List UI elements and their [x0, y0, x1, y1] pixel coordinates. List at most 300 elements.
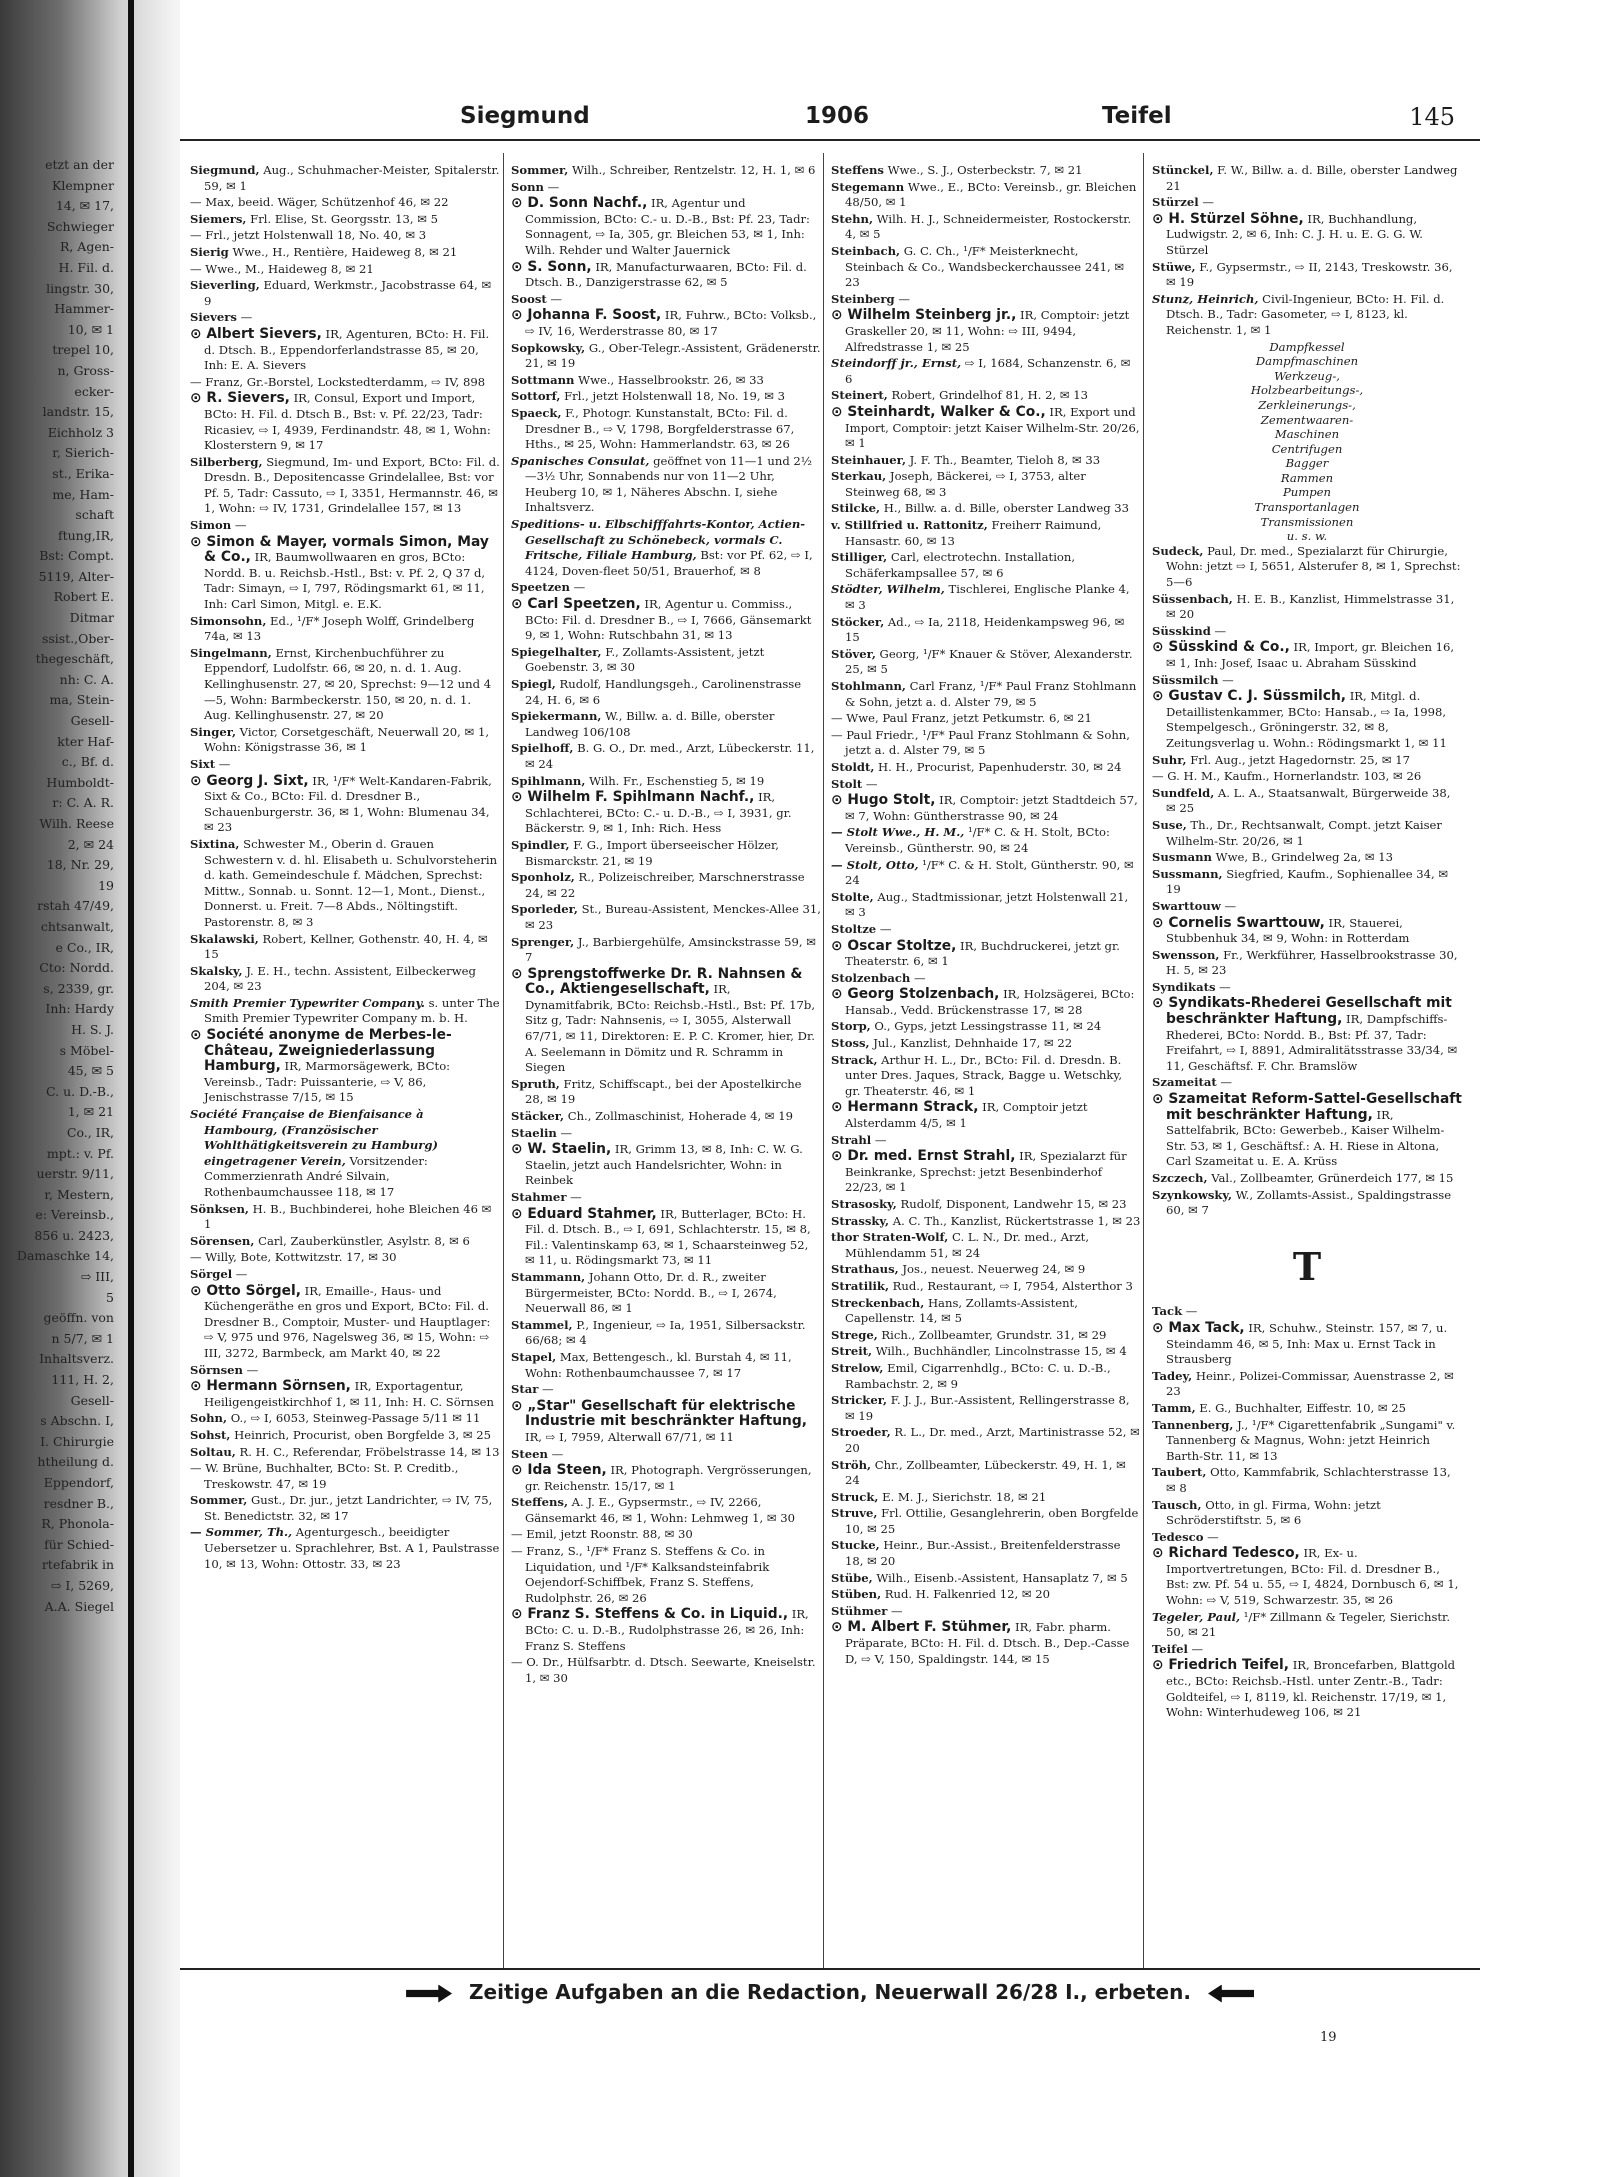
directory-entry: [1152, 544, 1462, 591]
directory-entry: [511, 709, 821, 740]
directory-entry: [831, 308, 1141, 355]
column-4: [1152, 163, 1462, 1963]
directory-entry: [190, 278, 500, 309]
entry-name: Süssmilch: [1152, 672, 1219, 687]
entry-details: Chr., Zollbeamter, Lübeckerstr. 49, H. 1, ✉ 24: [845, 1457, 1126, 1488]
entry-details: —: [887, 1603, 903, 1618]
entry-details: Fritz, Schiffscapt., bei der Apostelkirche 28, ✉ 19: [525, 1076, 802, 1107]
directory-entry: [511, 341, 821, 372]
directory-entry: [831, 987, 1141, 1018]
directory-entry: [511, 902, 821, 933]
entry-details: Heinr., Bur.-Assist., Breitenfelderstrasse 18, ✉ 20: [845, 1538, 1121, 1569]
directory-entry: [831, 518, 1141, 549]
product-line: Pumpen: [1282, 485, 1331, 500]
entry-name: Steffens: [831, 163, 884, 177]
directory-entry: [1152, 899, 1462, 915]
entry-name: Strack,: [831, 1052, 878, 1067]
entry-details: Carl, Zauberkünstler, Asylstr. 8, ✉ 6: [254, 1233, 470, 1248]
directory-entry: [511, 406, 821, 453]
directory-entry: [511, 677, 821, 708]
entry-details: Ed., ¹/F* Joseph Wolff, Grindelberg 74a, ✉ 13: [204, 613, 475, 644]
fragment-line: R, Phonola-: [41, 1516, 114, 1532]
fragment-line: Klempner: [51, 177, 114, 193]
fragment-line: 10, ✉ 1: [67, 321, 114, 337]
entry-details: G., Ober-Telegr.-Assistent, Grädenerstr. 21, ✉ 19: [525, 340, 821, 371]
directory-entry: [190, 1202, 500, 1233]
entry-details: IR, ¹/F* Welt-Kandaren-Fabrik, Sixt & Co., BCto: Fil. d. Dresdner B., Schauenburgerstr. 36, ✉ 1, Wohn: Blumenau 34, ✉ 23: [204, 773, 492, 835]
directory-entry: [511, 774, 821, 790]
entry-name: Staelin: [511, 1125, 557, 1140]
entry-details: ¹/F* C. & H. Stolt, Güntherstr. 90, ✉ 24: [845, 857, 1134, 888]
entry-details: Bst: vor Pf. 62, ⇨ I, 4124, Doven-fleet 50/51, Brauerhof, ✉ 8: [525, 548, 813, 578]
entry-name: Stüwe,: [1152, 259, 1196, 274]
entry-name: Storp,: [831, 1019, 871, 1034]
entry-name: Steinhauer,: [831, 452, 906, 467]
entry-name: Swensson,: [1152, 947, 1220, 962]
entry-details: IR, Comptoir: jetzt Graskeller 20, ✉ 11, Wohn: ⇨ III, 9494, Alfredstrasse 1, ✉ 25: [845, 308, 1130, 354]
directory-entry: [190, 614, 500, 645]
directory-entry: [190, 535, 500, 613]
product-line: u. s. w.: [1286, 529, 1328, 544]
entry-details: —: [232, 1266, 248, 1281]
fragment-line: Inh: Hardy: [45, 1001, 114, 1017]
directory-entry: [190, 774, 500, 836]
directory-entry: [511, 389, 821, 405]
entry-name: Sixtina,: [190, 836, 240, 851]
directory-entry: [190, 1028, 500, 1106]
entry-details: E. G., Buchhalter, Eiffestr. 10, ✉ 25: [1195, 1400, 1407, 1415]
entry-name: v. Stillfried u. Rattonitz,: [831, 518, 988, 533]
entry-name: ⊙ Wilhelm F. Spihlmann Nachf.,: [511, 789, 755, 806]
directory-entry: [1152, 1075, 1462, 1091]
fragment-line: Gesell-: [70, 713, 114, 729]
fragment-line: ecker-: [74, 383, 114, 399]
product-line: Zementwaaren-: [1260, 412, 1354, 427]
entry-name: Stoltze: [831, 921, 877, 936]
directory-entry: [511, 1495, 821, 1526]
directory-entry: [1152, 1642, 1462, 1658]
entry-name: Sörensen,: [190, 1233, 255, 1248]
entry-details: Frl., jetzt Holstenwall 18, No. 19, ✉ 3: [560, 389, 786, 404]
entry-name: ⊙ Société anonyme de Merbes-le-Château, Zweigniederlassung Hamburg,: [190, 1027, 452, 1075]
entry-name: ⊙ W. Staelin,: [511, 1141, 612, 1158]
entry-name: Sohst,: [190, 1427, 231, 1442]
directory-entry: [511, 517, 821, 579]
entry-name: Speditions- u. Elbschifffahrts-Kontor, Actien-Gesellschaft zu Schönebeck, vormals C. Fritsche, Filiale Hamburg,: [511, 517, 806, 563]
fragment-line: trepel 10,: [52, 342, 114, 358]
directory-entry: [831, 647, 1141, 678]
fragment-line: e Co., IR,: [55, 939, 114, 955]
entry-name: Süsskind: [1152, 623, 1211, 638]
entry-details: IR, Agenturen, BCto: H. Fil. d. Dtsch. B., Eppendorferlandstrasse 85, ✉ 20, Inh: E. A. Sievers: [204, 326, 490, 373]
entry-name: Sönksen,: [190, 1201, 249, 1216]
entry-name: Speetzen: [511, 580, 570, 595]
fragment-line: 111, H. 2,: [51, 1372, 114, 1388]
directory-entry: [831, 679, 1141, 710]
section-letter: T: [1292, 1243, 1322, 1289]
entry-details: — W. Brüne, Buchhalter, BCto: St. P. Creditb., Treskowstr. 47, ✉ 19: [190, 1461, 459, 1491]
entry-details: A. J. E., Gypsermstr., ⇨ IV, 2266, Gänsemarkt 46, ✉ 1, Wohn: Lehmweg 1, ✉ 30: [525, 1495, 795, 1525]
directory-entry: [190, 964, 500, 995]
entry-name: Stunz, Heinrich,: [1152, 291, 1259, 306]
entry-details: Wilh., Eisenb.-Assistent, Hansaplatz 7, ✉ 5: [872, 1570, 1128, 1585]
entry-name: Susmann: [1152, 850, 1212, 865]
entry-details: F., Zollamts-Assistent, jetzt Goebenstr. 3, ✉ 30: [525, 644, 765, 675]
entry-details: O., ⇨ I, 6053, Steinweg-Passage 5/11 ✉ 11: [227, 1411, 481, 1426]
fragment-line: rstah 47/49,: [37, 898, 114, 914]
directory-entry: [511, 163, 821, 179]
fragment-line: s Möbel-: [59, 1042, 114, 1058]
entry-name: Skalsky,: [190, 963, 243, 978]
directory-entry: [190, 725, 500, 756]
entry-name: Stolzenbach: [831, 970, 911, 985]
entry-details: IR, Dampfschiffs-Rhederei, BCto: Nordd. B., Bst: Pf. 37, Tadr: Freifahrt, ⇨ I, 8891, Admiralitätsstrasse 33/34, ✉ 11, Geschäftsf. F. Chr. Bramslöw: [1166, 1012, 1458, 1073]
entry-details: Joseph, Bäckerei, ⇨ I, 3753, alter Steinweg 68, ✉ 3: [845, 469, 1086, 499]
entry-name: Spiegelhalter,: [511, 644, 602, 659]
directory-entry: [1152, 948, 1462, 979]
entry-details: —: [1216, 1075, 1233, 1090]
entry-details: IR, Stauerei, Stubbenhuk 34, ✉ 9, Wohn: in Rotterdam: [1166, 915, 1410, 946]
fragment-line: Damaschke 14,: [16, 1248, 114, 1264]
entry-name: Stahmer: [511, 1190, 567, 1204]
entry-name: ⊙ Richard Tedesco,: [1152, 1545, 1300, 1562]
entry-details: IR, Baumwollwaaren en gros, BCto: Nordd. B. u. Reichsb.-Hstl., Bst: v. Pf. 2, Q 37 d, Tadr: Simayn, ⇨ I, 797, Rödingsmarkt 61, ✉ 11, Inh: Carl Simon, Mitgl. e. E.K.: [204, 550, 486, 612]
directory-entry: [1152, 673, 1462, 689]
entry-name: Siegmund,: [190, 163, 260, 177]
directory-entry: [190, 837, 500, 931]
entry-name: Stürzel: [1152, 195, 1199, 210]
entry-details: Otto, Kammfabrik, Schlachterstrasse 13, ✉ 8: [1166, 1465, 1451, 1495]
entry-name: ⊙ Eduard Stahmer,: [511, 1205, 657, 1222]
entry-name: Spruth,: [511, 1076, 560, 1091]
directory-entry: [1152, 1530, 1462, 1546]
entry-details: — O. Dr., Hülfsarbtr. d. Dtsch. Seewarte, Kneiselstr. 1, ✉ 30: [511, 1655, 816, 1685]
entry-name: Tedesco: [1152, 1529, 1204, 1544]
directory-entry: [511, 1270, 821, 1317]
fragment-line: e: Vereinsb.,: [35, 1207, 114, 1223]
directory-entry: [1152, 980, 1462, 996]
entry-details: —: [569, 580, 586, 595]
entry-details: Wilh. Fr., Eschenstieg 5, ✉ 19: [585, 773, 765, 788]
entry-details: Robert, Grindelhof 81, H. 2, ✉ 13: [887, 388, 1088, 403]
column-1: [190, 163, 500, 1963]
entry-name: Société Française de Bienfaisance à Hambourg, (Französischer Wohlthätigkeitsverein zu Hamburg) eingetragener Verein,: [190, 1107, 438, 1168]
fragment-line: 18, Nr. 29,: [46, 857, 114, 873]
fragment-line: r, Sierich-: [52, 445, 114, 461]
entry-name: Strathaus,: [831, 1262, 899, 1277]
directory-entry: [511, 580, 821, 596]
entry-details: — Emil, jetzt Roonstr. 88, ✉ 30: [511, 1527, 693, 1542]
fragment-line: ma, Stein-: [49, 692, 114, 708]
entry-details: —: [1215, 979, 1231, 994]
entry-details: IR, Broncefarben, Blattgold etc., BCto: Reichsb.-Hstl. unter Zentr.-B., Tadr: Goldteifel, ⇨ I, 8119, kl. Reichenstr. 17/19, ✉ 1, Wohn: Winterhudeweg 106, ✉ 21: [1166, 1658, 1456, 1720]
entry-details: IR, Grimm 13, ✉ 8, Inh: C. W. G. Staelin, jetzt auch Handelsrichter, Wohn: in Reinbek: [525, 1142, 803, 1188]
directory-entry: [190, 1525, 500, 1572]
fragment-line: Co., IR,: [66, 1124, 114, 1140]
entry-name: — Stolt Wwe., H. M.,: [831, 825, 965, 840]
column-4-bottom: [1152, 1304, 1462, 1720]
entry-name: Stolte,: [831, 889, 874, 904]
entry-details: Paul, Dr. med., Spezialarzt für Chirurgie, Wohn: jetzt ⇨ I, 5651, Alsterufer 8, ✉ 1, Sprechst: 5—6: [1166, 543, 1461, 590]
entry-name: Stricker,: [831, 1393, 888, 1408]
entry-details: IR, Consul, Export und Import, BCto: H. Fil. d. Dtsch B., Bst: v. Pf. 22/23, Tadr: Ricasiev, ⇨ I, 4939, Ferdinandstr. 48, ✉ 1, Wohn: Klosterstern 9, ✉ 17: [204, 391, 491, 453]
directory-entry: [511, 1527, 821, 1543]
product-line: Zerkleinerungs-,: [1258, 397, 1356, 412]
fragment-line: 856 u. 2423,: [34, 1227, 114, 1243]
entry-name: Stäcker,: [511, 1109, 565, 1124]
entry-name: Star: [511, 1382, 539, 1397]
entry-details: IR, Spezialarzt für Beinkranke, Sprechst: jetzt Besenbinderhof 22/23, ✉ 1: [845, 1149, 1127, 1195]
entry-name: Simon: [190, 518, 232, 533]
directory-entry: [831, 212, 1141, 243]
entry-name: ⊙ Hermann Sörnsen,: [190, 1378, 351, 1395]
directory-entry: [190, 1428, 500, 1444]
entry-name: Strege,: [831, 1327, 878, 1342]
directory-entry: [511, 1399, 821, 1446]
directory-entry: [831, 1620, 1141, 1667]
entry-name: Strasosky,: [831, 1197, 897, 1211]
entry-details: —: [876, 921, 892, 936]
entry-name: Struck,: [831, 1489, 879, 1504]
directory-entry: [511, 1655, 821, 1686]
entry-details: — G. H. M., Kaufm., Hornerlandstr. 103, ✉ 26: [1152, 769, 1422, 784]
directory-entry: [831, 615, 1141, 646]
directory-entry: [190, 1493, 500, 1524]
entry-details: Wilh., Buchhändler, Lincolnstrasse 15, ✉ 4: [872, 1344, 1127, 1359]
entry-name: Sieverling,: [190, 278, 260, 293]
entry-name: ⊙ Steinhardt, Walker & Co.,: [831, 403, 1046, 420]
directory-entry: [1152, 1369, 1462, 1400]
directory-entry: [511, 935, 821, 966]
directory-entry: [511, 292, 821, 308]
entry-details: Emil, Cigarrenhdlg., BCto: C. u. D.-B., Rambachstr. 2, ✉ 9: [845, 1360, 1111, 1391]
directory-entry: [511, 1318, 821, 1349]
entry-details: Jul., Kanzlist, Dehnhaide 17, ✉ 22: [869, 1036, 1073, 1051]
directory-entry: [511, 1142, 821, 1189]
entry-name: ⊙ Cornelis Swarttouw,: [1152, 914, 1325, 931]
directory-entry: [1152, 867, 1462, 898]
entry-details: ⇨ I, 1684, Schanzenstr. 6, ✉ 6: [845, 356, 1131, 386]
fragment-line: uerstr. 9/11,: [36, 1166, 114, 1182]
fragment-line: kter Haf-: [57, 733, 114, 749]
fragment-line: lingstr. 30,: [46, 280, 114, 296]
directory-entry: [831, 292, 1141, 308]
product-line: Transmissionen: [1260, 514, 1354, 529]
entry-name: — Sommer, Th.,: [190, 1525, 293, 1540]
directory-entry: [190, 1284, 500, 1362]
entry-name: Stoss,: [831, 1036, 870, 1051]
entry-details: Max, Bettengesch., kl. Burstah 4, ✉ 11, Wohn: Rothenbaumchaussee 7, ✉ 17: [525, 1349, 792, 1380]
directory-entry: [1152, 1321, 1462, 1368]
entry-details: Siegfried, Kaufm., Sophienallee 34, ✉ 19: [1166, 866, 1449, 897]
entry-details: Ernst, Kirchenbuchführer zu Eppendorf, Ludolfstr. 66, ✉ 20, n. d. 1. Aug. Kellinghusenstr. 27, ✉ 20, Sprechst: 9—12 und 4—5, Wohn: Barmbeckerstr. 150, ✉ 20, n. d. 1. Aug. Kellinghusenstr. 27, ✉ 20: [204, 645, 492, 723]
entry-name: Stühmer: [831, 1603, 888, 1618]
entry-name: Simonsohn,: [190, 613, 267, 628]
directory-entry: [1152, 1171, 1462, 1187]
column-4-top: [1152, 163, 1462, 339]
entry-details: C. L. N., Dr. med., Arzt, Mühlendamm 51, ✉ 24: [845, 1230, 1090, 1260]
column-4-mid: [1152, 544, 1462, 1219]
entry-details: Agenturgesch., beeidigter Uebersetzer u. Sprachlehrer, Bst. A 1, Paulstrasse 10, ✉ 13, Wohn: Ottostr. 33, ✉ 23: [204, 1525, 500, 1571]
directory-entry: [511, 741, 821, 772]
entry-name: ⊙ Friedrich Teifel,: [1152, 1657, 1290, 1674]
fragment-line: 2, ✉ 24: [67, 836, 114, 852]
entry-details: H., Billw. a. d. Bille, oberster Landweg 33: [880, 501, 1130, 516]
entry-name: Stammel,: [511, 1317, 573, 1332]
column-2: [511, 163, 821, 1963]
entry-details: Hans, Zollamts-Assistent, Capellenstr. 14, ✉ 5: [845, 1295, 1078, 1326]
product-line: Maschinen: [1274, 427, 1340, 442]
entry-name: Stroeder,: [831, 1425, 891, 1440]
entry-details: Victor, Corsetgeschäft, Neuerwall 20, ✉ 1, Wohn: Königstrasse 36, ✉ 1: [204, 724, 490, 755]
header-year: 1906: [805, 103, 870, 129]
entry-name: Streckenbach,: [831, 1295, 925, 1310]
entry-name: Tamm,: [1152, 1400, 1196, 1415]
fragment-line: Ditmar: [69, 610, 114, 626]
entry-details: Wwe., E., BCto: Vereinsb., gr. Bleichen 48/50, ✉ 1: [845, 179, 1137, 210]
entry-details: Val., Zollbeamter, Grünerdeich 177, ✉ 15: [1207, 1171, 1454, 1185]
entry-details: IR, BCto: C. u. D.-B., Rudolphstrasse 26, ✉ 26, Inh: Franz S. Steffens: [525, 1607, 809, 1653]
entry-details: —: [543, 179, 560, 194]
directory-entry: [511, 1463, 821, 1494]
directory-entry: [1152, 1092, 1462, 1170]
entry-name: ⊙ Franz S. Steffens & Co. in Liquid.,: [511, 1606, 789, 1623]
entry-details: Th., Dr., Rechtsanwalt, Compt. jetzt Kaiser Wilhelm-Str. 20/26, ✉ 1: [1166, 817, 1442, 848]
fragment-line: ftung,IR,: [57, 527, 114, 543]
entry-details: J., Barbiergehülfe, Amsinckstrasse 59, ✉ 7: [525, 934, 816, 965]
directory-entry: [831, 858, 1141, 889]
directory-entry: [511, 180, 821, 196]
directory-entry: [190, 518, 500, 534]
entry-details: Eduard, Werkmstr., Jacobstrasse 64, ✉ 9: [204, 278, 492, 308]
entry-details: Civil-Ingenieur, BCto: H. Fil. d. Dtsch. B., Tadr: Gasometer, ⇨ I, 8123, kl. Reichenstr. 1, ✉ 1: [1166, 291, 1445, 337]
fragment-line: ⇨ III,: [80, 1269, 114, 1285]
entry-details: Ch., Zollmaschinist, Hoherade 4, ✉ 19: [564, 1109, 793, 1124]
entry-details: —: [236, 310, 253, 325]
directory-entry: [831, 356, 1141, 387]
entry-details: R. H. C., Referendar, Fröbelstrasse 14, ✉ 13: [235, 1444, 500, 1459]
directory-entry: [511, 1607, 821, 1654]
directory-entry: [831, 163, 1141, 179]
entry-name: Sonn: [511, 179, 544, 194]
product-line: Dampfkessel: [1269, 339, 1345, 354]
fragment-line: Eppendorf,: [43, 1475, 114, 1490]
directory-entry: [1152, 640, 1462, 671]
entry-name: Stegemann: [831, 179, 905, 194]
entry-details: IR, Comptoir jetzt Alsterdamm 4/5, ✉ 1: [845, 1100, 1088, 1131]
entry-name: Strahl: [831, 1132, 872, 1147]
product-line: Bagger: [1285, 456, 1329, 471]
entry-details: F. W., Billw. a. d. Bille, oberster Landweg 21: [1166, 163, 1458, 193]
previous-page-fragment: [0, 155, 118, 2055]
directory-entry: [831, 1019, 1141, 1035]
entry-name: Silberberg,: [190, 454, 263, 469]
entry-details: IR, Schuhw., Steinstr. 157, ✉ 7, u. Steindamm 46, ✉ 5, Inh: Max u. Ernst Tack in Strausberg: [1166, 1320, 1448, 1367]
directory-entry: [190, 262, 500, 278]
directory-entry: [1152, 195, 1462, 211]
directory-entry: [190, 1411, 500, 1427]
entry-name: Stöcker,: [831, 614, 885, 629]
directory-entry: [190, 1107, 500, 1201]
directory-entry: [1152, 850, 1462, 866]
directory-entry: [831, 1100, 1141, 1131]
entry-details: — Wwe, Paul Franz, jetzt Petkumstr. 6, ✉ 21: [831, 711, 1092, 726]
directory-entry: [831, 1506, 1141, 1537]
fragment-line: n 5/7, ✉ 1: [51, 1330, 114, 1346]
directory-page: [180, 95, 1480, 2075]
entry-name: ⊙ Georg Stolzenbach,: [831, 986, 1000, 1003]
directory-entry: [1152, 1610, 1462, 1641]
entry-details: A. L. A., Staatsanwalt, Bürgerweide 38, ✉ 25: [1166, 785, 1451, 816]
directory-entry: [190, 228, 500, 244]
directory-entry: [511, 1190, 821, 1206]
entry-name: ⊙ M. Albert F. Stühmer,: [831, 1619, 1012, 1636]
fragment-line: etzt an der: [45, 157, 114, 172]
directory-entry: [831, 1262, 1141, 1278]
entry-name: Smith Premier Typewriter Company.: [190, 995, 425, 1010]
entry-details: IR, Photograph. Vergrösserungen, gr. Reichenstr. 15/17, ✉ 1: [525, 1463, 812, 1493]
entry-name: Taubert,: [1152, 1465, 1207, 1480]
directory-entry: [511, 1382, 821, 1398]
entry-details: H. H., Procurist, Papenhuderstr. 30, ✉ 24: [874, 759, 1122, 774]
directory-entry: [511, 838, 821, 869]
entry-details: —: [566, 1190, 582, 1204]
entry-name: ⊙ Georg J. Sixt,: [190, 772, 309, 789]
entry-details: E. M. J., Sierichstr. 18, ✉ 21: [878, 1489, 1047, 1504]
entry-details: —: [1218, 672, 1234, 687]
entry-name: Süssenbach,: [1152, 591, 1233, 606]
entry-name: Stolt: [831, 776, 863, 791]
directory-entry: [190, 646, 500, 724]
directory-entry: [1152, 260, 1462, 291]
product-line: Centrifugen: [1271, 441, 1343, 456]
directory-entry: [831, 728, 1141, 759]
entry-name: ⊙ Wilhelm Steinberg jr.,: [831, 307, 1017, 324]
directory-entry: [831, 1279, 1141, 1295]
entry-name: Sponholz,: [511, 870, 575, 885]
fragment-line: geöffn. von: [43, 1310, 114, 1326]
directory-entry: [831, 760, 1141, 776]
entry-name: Steffens,: [511, 1495, 568, 1510]
entry-name: ⊙ Max Tack,: [1152, 1319, 1245, 1336]
entry-name: Stödter, Wilhelm,: [831, 582, 945, 597]
entry-details: IR, Holzsägerei, BCto: Hansab., Vedd. Brückenstrasse 17, ✉ 28: [845, 987, 1135, 1017]
entry-name: Suhr,: [1152, 752, 1187, 767]
entry-name: Spiekermann,: [511, 709, 602, 724]
directory-entry: [1152, 753, 1462, 769]
entry-details: — Frl., jetzt Holstenwall 18, No. 40, ✉ 3: [190, 228, 427, 243]
footer-text: Zeitige Aufgaben an die Redaction, Neuerwall 26/28 I., erbeten.: [469, 1980, 1191, 2004]
entry-name: Spiegl,: [511, 677, 556, 691]
directory-entry: [511, 1077, 821, 1108]
directory-entry: [190, 1363, 500, 1379]
entry-details: A. C. Th., Kanzlist, Rückertstrasse 1, ✉ 23: [889, 1213, 1141, 1228]
entry-details: —: [1182, 1304, 1198, 1319]
directory-entry: [190, 327, 500, 374]
entry-details: Wwe., H., Rentière, Haideweg 8, ✉ 21: [228, 244, 458, 259]
pointing-hand-icon: [1208, 1985, 1254, 2003]
entry-name: Sussmann,: [1152, 866, 1223, 881]
directory-entry: [511, 645, 821, 676]
entry-name: Sottorf,: [511, 389, 561, 404]
entry-name: Steinert,: [831, 388, 888, 403]
entry-name: Sottmann: [511, 372, 575, 387]
fragment-line: Schwieger: [46, 218, 114, 234]
directory-entry: [831, 793, 1141, 824]
fragment-line: ⇨ I, 5269,: [50, 1577, 114, 1593]
directory-entry: [1152, 624, 1462, 640]
entry-details: Schwester M., Oberin d. Grauen Schwestern v. d. hl. Elisabeth u. Schulvorsteherin d. kath. Gemeindeschule f. Mädchen, Sprechst: Mittw., Sonnab. u. Sonnt. 12—1, Mont., Dienst., Donnerst. u. Freit. 7—8 Abds., Nöltingstift. Pastorenstr. 8, ✉ 3: [204, 836, 498, 929]
